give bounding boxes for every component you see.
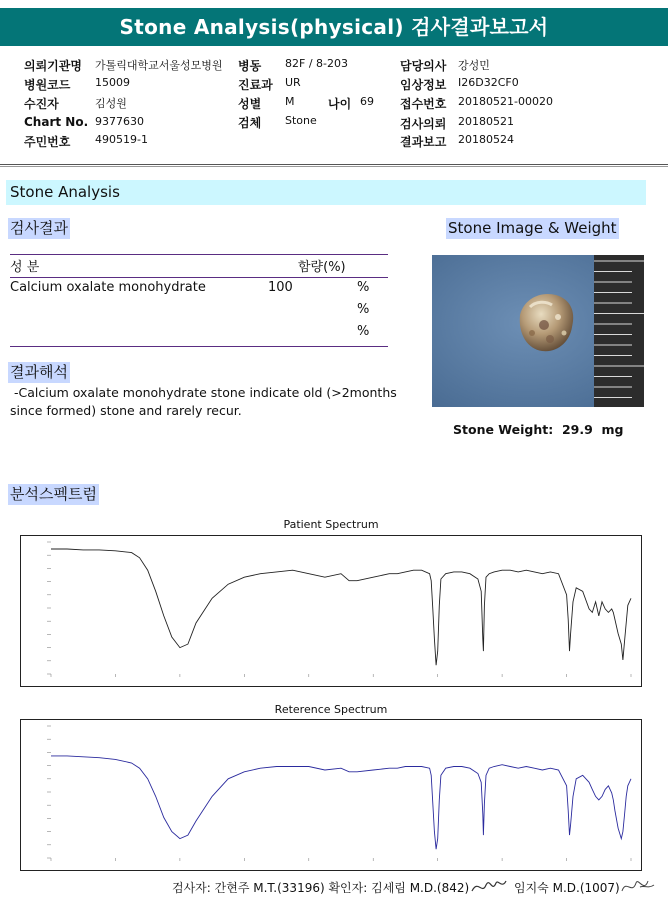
request-date-value: 20180521	[458, 115, 514, 128]
header-divider	[0, 164, 668, 165]
stone-analysis-section-title: Stone Analysis	[6, 180, 646, 205]
report-date-value: 20180524	[458, 133, 514, 146]
ward-value: 82F / 8-203	[285, 57, 348, 70]
receipt-no-label: 접수번호	[400, 97, 447, 111]
id-no-label: 주민번호	[24, 135, 71, 149]
interpretation-line-2: since formed) stone and rarely recur.	[10, 403, 242, 418]
signoff-text: 검사자: 간현주 M.T.(33196) 확인자: 김세림 M.D.(842)	[172, 881, 470, 895]
table-row-component: Calcium oxalate monohydrate	[10, 280, 206, 295]
receiver-label: 수진자	[24, 97, 59, 111]
table-header-rule	[10, 277, 388, 278]
content-column-header: 함량(%)	[298, 260, 346, 275]
result-heading: 검사결과	[10, 219, 68, 237]
spectrum-heading: 분석스펙트럼	[10, 485, 97, 503]
header-divider-2	[0, 166, 668, 167]
dept-label: 진료과	[238, 78, 273, 92]
stone-weight-unit: mg	[601, 422, 624, 437]
table-row-value: 100	[268, 280, 293, 295]
physician-value: 강성민	[458, 59, 490, 72]
hospital-code-value: 15009	[95, 76, 130, 89]
reference-spectrum-frame	[20, 719, 642, 871]
chart-no-value: 9377630	[95, 115, 144, 128]
ward-label: 병동	[238, 59, 262, 73]
age-label: 나이	[328, 97, 352, 111]
signature-2	[618, 873, 658, 903]
institution-label: 의뢰기관명	[24, 59, 82, 73]
age-value: 69	[360, 95, 374, 108]
spectrum-series-line	[51, 549, 631, 665]
table-bottom-rule	[10, 346, 388, 347]
clinical-info-label: 임상정보	[400, 78, 447, 92]
specimen-label: 검체	[238, 116, 262, 130]
id-no-value: 490519-1	[95, 133, 148, 146]
sex-label: 성별	[238, 97, 262, 111]
component-column-header: 성 분	[10, 260, 40, 275]
receipt-no-value: 20180521-00020	[458, 95, 553, 108]
request-date-label: 검사의뢰	[400, 117, 447, 131]
receiver-value: 김성원	[95, 97, 127, 110]
stone-photo	[432, 255, 644, 407]
stone-weight-label: Stone Weight:	[453, 422, 554, 437]
table-row-unit: %	[357, 280, 370, 295]
reference-spectrum-title: Reterence Spectrum	[274, 703, 388, 716]
dept-value: UR	[285, 76, 301, 89]
interpretation-line-1: -Calcium oxalate monohydrate stone indicate old (>2months	[10, 385, 397, 400]
physician-label: 담당의사	[400, 59, 447, 73]
hospital-code-label: 병원코드	[24, 78, 71, 92]
patient-spectrum-title: Patient Spectrum	[283, 518, 379, 531]
clinical-info-value: I26D32CF0	[458, 76, 519, 89]
institution-value: 가톨릭대학교서울성모병원	[95, 59, 223, 72]
signoff-text-2: 임지숙 M.D.(1007)	[514, 881, 620, 895]
report-title: Stone Analysis(physical) 검사결과보고서	[0, 8, 668, 46]
interpretation-heading: 결과해석	[10, 363, 68, 381]
stone-image-heading: Stone Image & Weight	[448, 219, 617, 237]
stone-weight-value: 29.9	[561, 422, 593, 437]
table-row-unit: %	[357, 324, 370, 339]
signature-1	[470, 875, 508, 901]
sex-value: M	[285, 95, 295, 108]
specimen-value: Stone	[285, 114, 317, 127]
table-row-unit: %	[357, 302, 370, 317]
patient-spectrum-frame	[20, 535, 642, 687]
table-top-rule	[10, 254, 388, 255]
spectrum-series-line	[51, 756, 631, 849]
reference-spectrum-plot	[21, 720, 641, 870]
report-date-label: 결과보고	[400, 135, 447, 149]
patient-spectrum-plot	[21, 536, 641, 686]
chart-no-label: Chart No.	[24, 115, 89, 129]
